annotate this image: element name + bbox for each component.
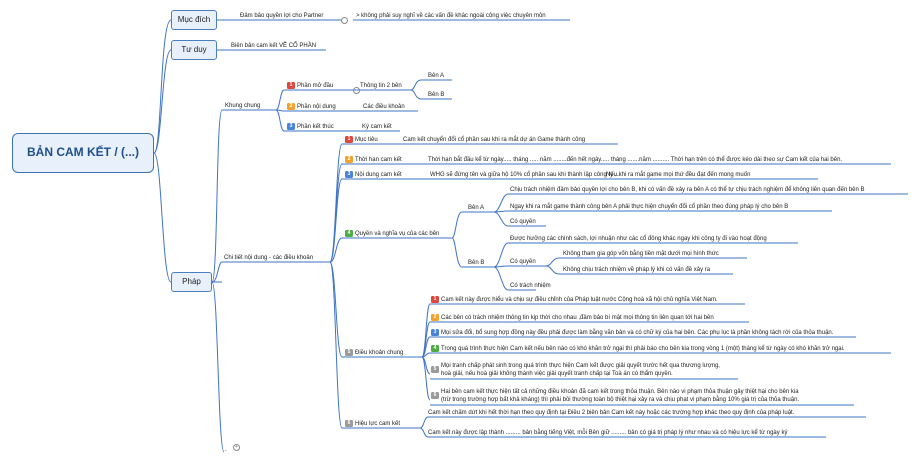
topic-phap[interactable]: Pháp	[171, 272, 212, 292]
dieu-khoan-chung-label[interactable]: Điều khoản chung	[355, 350, 404, 356]
priority-4-icon: 4	[345, 230, 353, 237]
muc-dich-note[interactable]: > không phải suy nghĩ về các vấn đề khác ngoài công việc chuyên môn	[356, 13, 546, 19]
topic-tu-duy[interactable]: Tư duy	[171, 40, 217, 60]
thong-tin-2-ben[interactable]: Thông tin 2 bên	[360, 83, 402, 89]
ben-b-info[interactable]: Bên B	[428, 92, 445, 98]
dieu-khoan-item[interactable]: Các bên có trách nhiệm thông tin kịp thời cho nhau ,đảm bảo bí mật mọi thông tin liên quan tới hai bên	[441, 315, 714, 321]
phan-ket-thuc[interactable]: Phần kết thúc	[297, 124, 334, 130]
priority-1-icon: 1	[287, 82, 295, 89]
priority-2-icon: 2	[431, 314, 439, 321]
collapse-toggle[interactable]	[353, 87, 360, 94]
priority-3-icon: 3	[431, 329, 439, 336]
muc-dich-child[interactable]: Đảm bảo quyền lợi cho Partner	[240, 13, 324, 19]
cac-dieu-khoan[interactable]: Các điều khoản	[363, 104, 405, 110]
phan-mo-dau[interactable]: Phần mở đầu	[297, 83, 334, 89]
priority-2-icon: 2	[287, 103, 295, 110]
priority-5-icon: 5	[345, 349, 353, 356]
dieu-khoan-item[interactable]: Mọi sửa đổi, bổ sung hợp đồng này đều phải được làm bằng văn bản và có chữ ký của hai bên. Các phụ lục là phần không tách rời của thỏa thuận.	[441, 330, 834, 336]
priority-1-icon: 1	[345, 136, 353, 143]
hieu-luc-label[interactable]: Hiệu lực cam kết	[355, 421, 401, 427]
ben-b-trach-nhiem[interactable]: Có trách nhiệm	[510, 283, 551, 289]
priority-3-icon: 3	[287, 123, 295, 130]
priority-6-icon: 6	[431, 392, 439, 399]
chi-tiet-label[interactable]: Chi tiết nội dung - các điều khoản	[224, 255, 314, 261]
noi-dung-note[interactable]: Nếu khi ra mắt game mọi thứ đều đạt đến mong muốn	[606, 172, 751, 178]
ben-a-label[interactable]: Bên A	[468, 205, 485, 211]
priority-1-icon: 1	[431, 296, 439, 303]
collapse-toggle[interactable]	[341, 17, 348, 24]
thoi-han-text[interactable]: Thời hạn bắt đầu kể từ ngày..... tháng ..... năm ........đến hết ngày..... tháng .......năm .......... Thời hạn trên có thể được kéo dài theo sự Cam kết của hai bên.	[428, 157, 843, 163]
dieu-khoan-item[interactable]: Trong quá trình thực hiện Cam kết nếu bên nào có khó khăn trở ngại thì phải báo cho bên kia trong vòng 1 (một) tháng kể từ ngày có khó khăn trở ngại.	[441, 346, 845, 352]
dieu-khoan-item-line[interactable]: hoà giải, nếu hoà giải không thành việc giải quyết tranh chấp tại Toà án có thẩm quyền.	[441, 371, 673, 377]
thoi-han-label[interactable]: Thời hạn cam kết	[355, 157, 402, 163]
tu-duy-child[interactable]: Biên bản cam kết VỀ CỔ PHẦN	[231, 43, 317, 49]
hieu-luc-item[interactable]: Cam kết chấm dứt khi hết thời hạn theo quy định tại Điều 2 biên bản Cam kết này hoặc các trường hợp khác theo quy định của pháp luật.	[428, 410, 795, 416]
ben-a-item[interactable]: Có quyền	[510, 219, 536, 225]
khung-chung-label[interactable]: Khung chung	[225, 103, 261, 109]
dieu-khoan-item[interactable]: Cam kết này được hiểu và chịu sự điều chỉnh của Pháp luật nước Cộng hoà xã hội chủ nghĩa Việt Nam.	[441, 297, 718, 303]
dieu-khoan-item-line[interactable]: Hai bên cam kết thực hiện tất cả những điều khoản đã cam kết trong thỏa thuận. Bên nào vi phạm thỏa thuận gây thiệt hại cho bên kia	[441, 389, 799, 395]
phan-noi-dung[interactable]: Phần nội dung	[297, 104, 336, 110]
ben-a-info[interactable]: Bên A	[428, 73, 445, 79]
ben-b-quyen-item[interactable]: Không tham gia góp vốn bằng tiền mặt dưới mọi hình thức	[563, 251, 719, 257]
priority-2-icon: 2	[345, 156, 353, 163]
priority-4-icon: 4	[431, 345, 439, 352]
root-topic[interactable]: BẢN CAM KẾT / (...)	[12, 133, 154, 173]
ben-a-item[interactable]: Chịu trách nhiệm đảm bảo quyền lợi cho bên B, khi có vấn đề xảy ra bên A có thể tự chịu trách nghiệm để không liên quan đến bên B	[510, 187, 865, 193]
quyen-nghia-vu-label[interactable]: Quyền và nghĩa vụ của các bên	[355, 231, 440, 237]
dieu-khoan-item-line[interactable]: (trừ trong trường hợp bất khả kháng) thì phải bồi thường toàn bộ thiệt hại xảy ra và chịu phạt vi phạm bằng 10% giá trị của thỏa thuận.	[441, 397, 800, 403]
priority-3-icon: 3	[345, 171, 353, 178]
ben-b-item[interactable]: Được hưởng các chính sách, lợi nhuận như các cổ đông khác ngay khi công ty đi vào hoạt động	[510, 236, 767, 242]
noi-dung-label[interactable]: Nội dung cam kết	[355, 172, 402, 178]
muc-tieu-text[interactable]: Cam kết chuyển đổi cổ phần sau khi ra mắt dự án Game thành công	[403, 137, 586, 143]
dieu-khoan-item-line[interactable]: Mọi tranh chấp phát sinh trong quá trình thực hiện Cam kết được giải quyết trước hết qua thương lượng,	[441, 363, 720, 369]
ky-cam-ket[interactable]: Ký cam kết	[362, 124, 392, 130]
ben-b-quyen-item[interactable]: Không chịu trách nhiệm về pháp lý khi có vấn đề xảy ra	[563, 267, 711, 273]
hieu-luc-item[interactable]: Cam kết này được lập thành ......... bản bằng tiếng Việt, mỗi Bên giữ ......... bản có giá trị pháp lý như nhau và có hiệu lực kể từ ngày ký	[428, 430, 788, 436]
ben-a-item[interactable]: Ngay khi ra mắt game thành công bên A phải thực hiện chuyển đổi cổ phần theo đúng pháp lý cho bên B	[510, 204, 789, 210]
noi-dung-text[interactable]: WHG sẽ đứng tên và giữa hộ 10% cổ phần sau khi thành lập công ty ...	[430, 172, 620, 178]
ben-b-label[interactable]: Bên B	[468, 260, 485, 266]
topic-muc-dich[interactable]: Mục đích	[171, 10, 217, 30]
priority-5-icon: 5	[431, 366, 439, 373]
empty-topic[interactable]: .	[225, 447, 227, 453]
expand-toggle[interactable]: +	[233, 444, 240, 451]
ben-b-co-quyen[interactable]: Có quyền	[510, 259, 536, 265]
priority-6-icon: 6	[345, 420, 353, 427]
muc-tieu-label[interactable]: Mục tiêu	[355, 137, 378, 143]
